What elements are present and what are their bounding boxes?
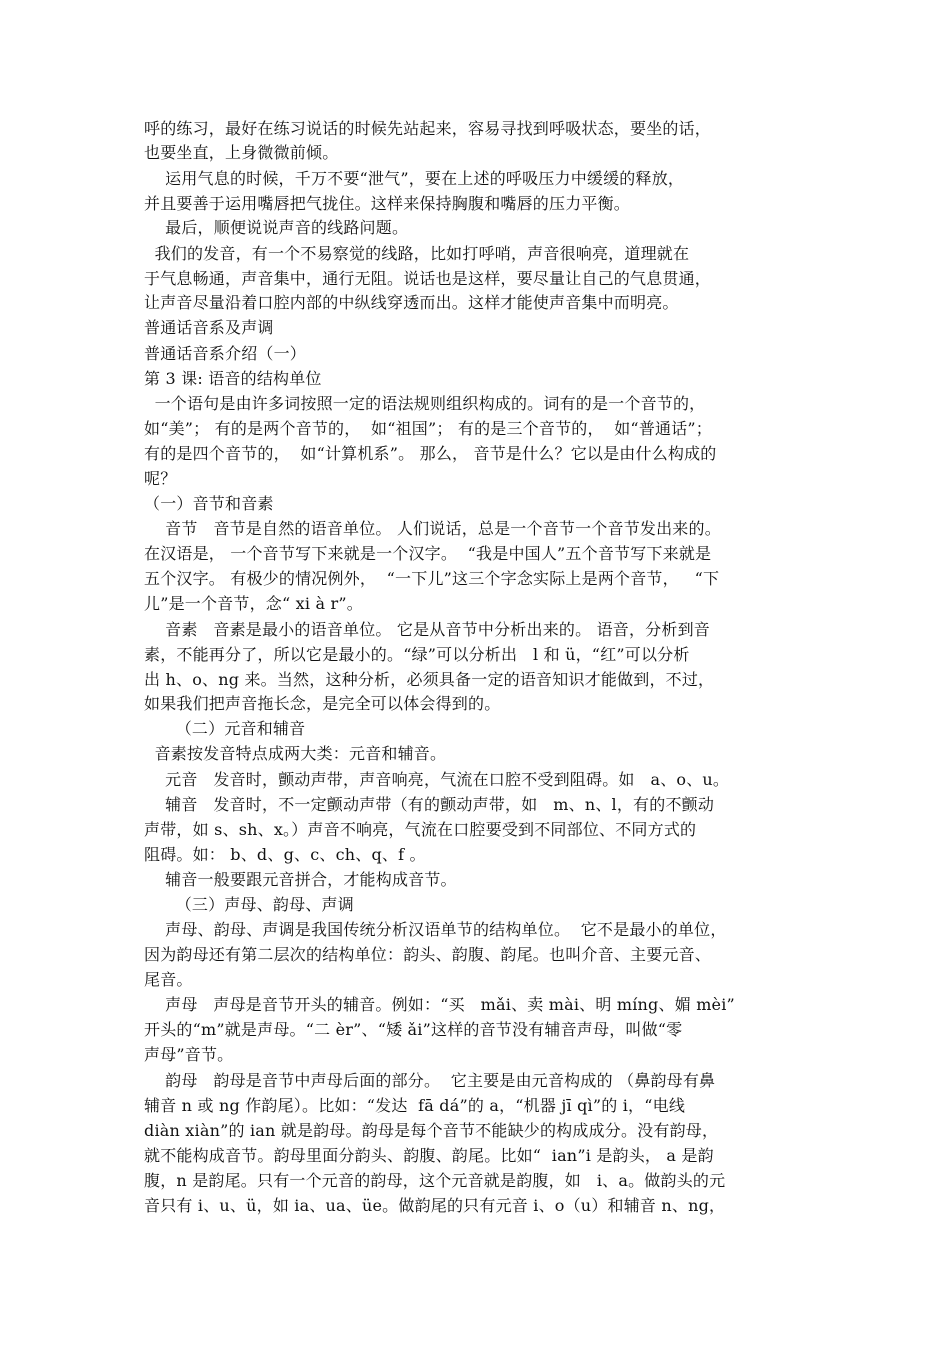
text-line: 出 h、o、ng 来。当然，这种分析，必须具备一定的语音知识才能做到，不过， [144,670,715,689]
text-line: 音素 音素是最小的语音单位。 它是从音节中分析出来的。 语音，分析到音 [144,620,710,639]
text-line: 呼的练习，最好在练习说话的时候先站起来，容易寻找到呼吸状态，要坐的话， [144,119,712,138]
section-heading: 普通话音系介绍（一） [144,344,307,363]
subsection-heading: （一）音节和音素 [144,494,274,513]
text-line: 我们的发音，有一个不易察觉的线路，比如打呼哨，声音很响亮，道理就在 [144,244,690,263]
text-line: 素，不能再分了，所以它是最小的。“绿”可以分析出 l 和 ü，“红”可以分析 [144,645,690,664]
text-line: 呢？ [144,469,177,488]
text-line: 音只有 i、u、ü，如 ia、ua、üe。做韵尾的只有元音 i、o（u）和辅音 n、ng， [144,1196,726,1215]
text-line: 音节 音节是自然的语音单位。 人们说话，总是一个音节一个音节发出来的。 [144,519,721,538]
text-line: 因为韵母还有第二层次的结构单位：韵头、韵腹、韵尾。也叫介音、主要元音、 [144,945,712,964]
text-line: 声母”音节。 [144,1045,234,1064]
text-line: 在汉语是， 一个音节写下来就是一个汉字。 “我是中国人”五个音节写下来就是 [144,544,712,563]
text-line: 有的是四个音节的， 如“计算机系”。 那么， 音节是什么？它以是由什么构成的 [144,444,717,463]
text-line: 辅音一般要跟元音拼合，才能构成音节。 [144,870,457,889]
text-line: 运用气息的时候，千万不要“泄气”，要在上述的呼吸压力中缓缓的释放， [144,169,685,188]
text-line: 尾音。 [144,970,193,989]
text-line: 声母 声母是音节开头的辅音。例如：“买 mǎi、卖 mài、明 míng、媚 mèi” [144,995,735,1014]
text-line: 阻碍。如： b、d、g、c、ch、q、f 。 [144,845,426,864]
text-line: 腹，n 是韵尾。只有一个元音的韵母，这个元音就是韵腹，如 i、a。做韵头的元 [144,1171,726,1190]
text-line: 元音 发音时，颤动声带，声音响亮，气流在口腔不受到阻碍。如 a、o、u。 [144,770,730,789]
text-line: 就不能构成音节。韵母里面分韵头、韵腹、韵尾。比如“ ian”i 是韵头， a 是韵 [144,1146,714,1165]
text-line: 辅音 n 或 ng 作韵尾）。比如：“发达 fā dá”的 a，“机器 jī qì”的 i，“电线 [144,1096,686,1115]
section-heading: 普通话音系及声调 [144,318,274,337]
text-line: 并且要善于运用嘴唇把气拢住。这样来保持胸腹和嘴唇的压力平衡。 [144,194,631,213]
text-line: 也要坐直，上身微微前倾。 [144,143,339,162]
text-line: 让声音尽量沿着口腔内部的中纵线穿透而出。这样才能使声音集中而明亮。 [144,293,679,312]
subsection-heading: （三）声母、韵母、声调 [144,895,354,914]
lesson-title: 第 3 课: 语音的结构单位 [144,369,322,388]
text-line: 韵母 韵母是音节中声母后面的部分。 它主要是由元音构成的 （鼻韵母有鼻 [144,1071,716,1090]
subsection-heading: （二）元音和辅音 [144,719,306,738]
text-line: 于气息畅通，声音集中，通行无阻。说话也是这样，要尽量让自己的气息贯通， [144,269,712,288]
text-line: 如“美”； 有的是两个音节的， 如“祖国”； 有的是三个音节的， 如“普通话”； [144,419,712,438]
text-line: 最后，顺便说说声音的线路问题。 [144,218,409,237]
text-line: 开头的“m”就是声母。“二 èr”、“矮 ǎi”这样的音节没有辅音声母，叫做“零 [144,1020,683,1039]
text-line: diàn xiàn”的 ian 就是韵母。韵母是每个音节不能缺少的构成成分。没有韵母， [144,1121,719,1140]
text-line: 辅音 发音时，不一定颤动声带（有的颤动声带，如 m、n、l，有的不颤动 [144,795,715,814]
text-line: 儿”是一个音节，念“ xi à r”。 [144,594,363,613]
text-line: 一个语句是由许多词按照一定的语法规则组织构成的。词有的是一个音节的， [144,394,706,413]
text-line: 五个汉字。 有极少的情况例外， “一下儿”这三个字念实际上是两个音节， “下 [144,569,720,588]
text-line: 音素按发音特点成两大类：元音和辅音。 [144,744,447,763]
text-line: 声母、韵母、声调是我国传统分析汉语单节的结构单位。 它不是最小的单位， [144,920,727,939]
text-line: 声带，如 s、sh、x。）声音不响亮，气流在口腔要受到不同部位、不同方式的 [144,820,697,839]
text-line: 如果我们把声音拖长念，是完全可以体会得到的。 [144,694,501,713]
